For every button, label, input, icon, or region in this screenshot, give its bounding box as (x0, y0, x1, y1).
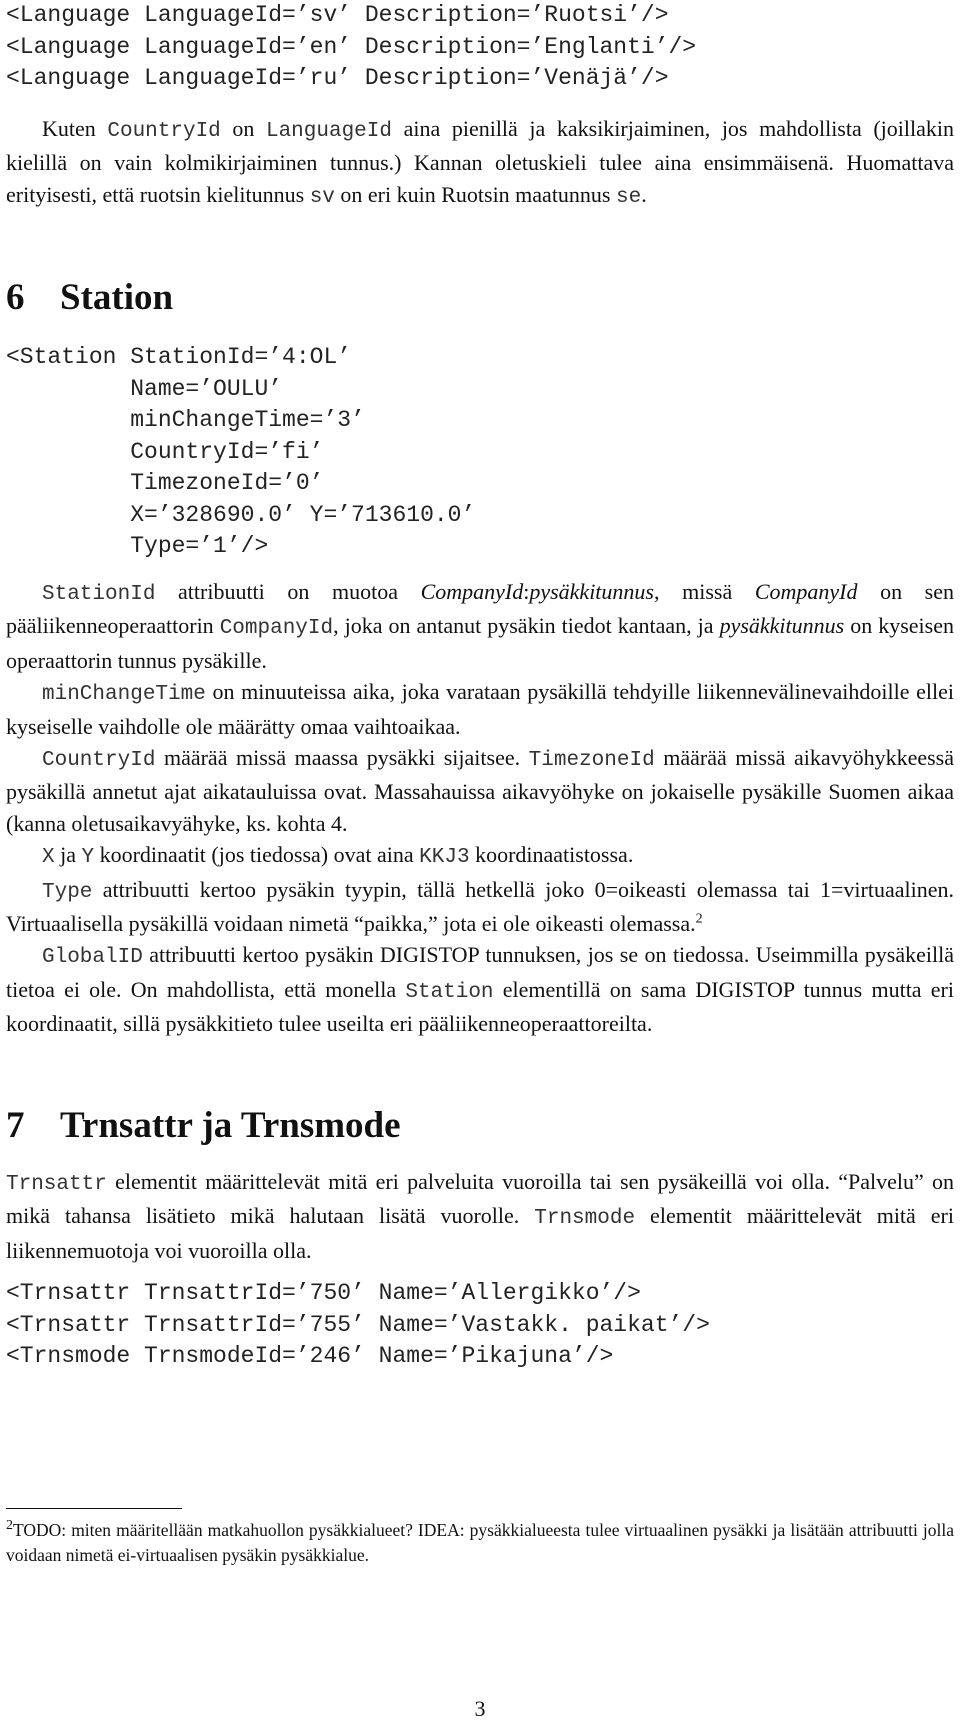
section-number: 6 (6, 277, 25, 318)
text: , joka on antanut pysäkin tiedot kantaan, ja (333, 613, 720, 639)
text: määrää missä aikavyöhykkeessä pysäkillä annetut ajat aikatauluissa ovat. Massahauissa aikavyöhyke on jokaiselle pysäkille Suomen aikaa (kanna oletusaikavyähyke, ks. kohta 4. (6, 745, 954, 836)
code-line: <Station StationId=’4:OL’ (6, 344, 352, 370)
code-term: Y (81, 846, 95, 870)
text: : (523, 579, 530, 604)
code-term: CountryId (107, 120, 221, 143)
code-line: Type=’1’/> (6, 533, 269, 559)
text: elementit määrittelevät mitä eri liikennemuotoja voi vuoroilla olla. (6, 1203, 954, 1263)
trns-code-block (6, 1278, 710, 1373)
footnote-text: TODO: miten määritellään matkahuollon pysäkkialueet? IDEA: pysäkkialueesta tulee virtuaalinen pysäkki ja lisätään attribuutti jolla voidaan nimetä ei-virtuaalisen pysäkin pysäkkialue. (6, 1520, 954, 1565)
code-term: Station (405, 980, 494, 1004)
station-code-block (6, 342, 475, 563)
text: elementillä on sama DIGISTOP tunnus mutta eri koordinaatit, sillä pysäkkitieto tulee useilta eri pääliikenneoperaattoreilta. (6, 976, 954, 1037)
text: attribuutti kertoo pysäkin tyypin, tällä hetkellä joko 0=oikeasti olemassa tai 1=virtuaalinen. Virtuaalisella pysäkillä voidaan nimetä “paikka,” jota ei ole oikeasti olemassa. (6, 876, 954, 937)
italic-term: CompanyId (420, 579, 524, 604)
text: on minuuteissa aika, joka varataan pysäkillä tehdyille liikennevälinevaihdoille ellei kyseiselle vaihdolle ole määrätty omaa vaihtoaikaa. (6, 679, 954, 739)
text: määrää missä maassa pysäkki sijaitsee. (155, 745, 529, 771)
code-line: <Language LanguageId=’ru’ Description=’Venäjä’/> (6, 65, 669, 91)
code-line: <Trnsmode TrnsmodeId=’246’ Name=’Pikajuna’/> (6, 1343, 614, 1369)
code-term: StationId (42, 583, 156, 606)
minchangetime-paragraph (6, 676, 954, 742)
code-line: <Trnsattr TrnsattrId=’750’ Name=’Allergikko’/> (6, 1280, 641, 1306)
code-term: LanguageId (265, 120, 392, 143)
code-line: minChangeTime=’3’ (6, 407, 365, 433)
section-title: Trnsattr ja Trnsmode (60, 1105, 401, 1146)
station-description (6, 576, 954, 1040)
italic-term: pysäkkitunnus (719, 613, 845, 639)
code-line: <Language LanguageId=’en’ Description=’Englanti’/> (6, 33, 697, 60)
code-term: X (42, 846, 55, 870)
code-line: X=’328690.0’ Y=’713610.0’ (6, 501, 476, 528)
footnote-rule (6, 1508, 182, 1509)
code-term: CompanyId (219, 617, 334, 641)
code-line: <Language LanguageId=’sv’ Description=’Ruotsi’/> (6, 2, 669, 28)
text: koordinaatit (jos tiedossa) ovat aina (94, 842, 420, 868)
text: , missä (654, 579, 755, 604)
text: on eri kuin Ruotsin maatunnus (334, 181, 616, 207)
code-term: se (616, 185, 642, 209)
text: elementit määrittelevät mitä eri palveluita vuoroilla tai sen pysäkeillä voi olla. “Palvelu” on mikä tahansa lisätieto mikä halutaan lisätä vuorolle. (6, 1169, 954, 1229)
coordinates-paragraph (6, 839, 954, 873)
text: . (641, 181, 647, 207)
code-term: sv (309, 185, 335, 209)
code-line: <Trnsattr TrnsattrId=’755’ Name=’Vastakk. paikat’/> (6, 1311, 710, 1338)
code-term: KKJ3 (419, 846, 470, 870)
text: on (220, 116, 266, 141)
footnote-marker: 2 (695, 911, 703, 927)
text: on kyseisen operaattorin tunnus pysäkille. (6, 613, 954, 673)
stationid-paragraph (6, 576, 954, 676)
code-term: CountryId (42, 749, 156, 773)
section-number: 7 (6, 1105, 25, 1146)
code-term: GlobalID (42, 946, 143, 970)
code-term: Trnsmode (534, 1207, 636, 1231)
code-term: TimezoneId (528, 749, 655, 773)
text: Kuten (42, 116, 108, 141)
text: on sen pääliikenneoperaattorin (6, 579, 954, 639)
code-term: Type (42, 880, 93, 904)
footnote-number: 2 (6, 1518, 13, 1534)
countryid-paragraph (6, 742, 954, 839)
code-term: minChangeTime (42, 683, 206, 707)
text: attribuutti on muotoa (155, 579, 421, 604)
code-line: CountryId=’fi’ (6, 438, 324, 465)
code-line: TimezoneId=’0’ (6, 470, 324, 496)
language-paragraph (6, 113, 954, 213)
text: ja (54, 842, 82, 868)
globalid-paragraph (6, 939, 954, 1039)
section-heading-7 (6, 1104, 401, 1148)
text: aina pienillä ja kaksikirjaiminen, jos mahdollista (joillakin kielillä on vain kolmikirjaiminen tunnus.) Kannan oletuskieli tulee aina ensimmäisenä. Huomattava erityisesti, että ruotsin kielitunnus (6, 116, 954, 207)
section-heading-6 (6, 276, 173, 320)
section-title: Station (60, 277, 174, 318)
type-paragraph (6, 874, 954, 940)
page-number: 3 (474, 1696, 486, 1721)
text: koordinaatistossa. (469, 842, 634, 868)
language-code-block (6, 0, 696, 95)
trnsattr-paragraph (6, 1166, 954, 1266)
code-line: Name=’OULU’ (6, 375, 283, 402)
italic-term: CompanyId (754, 579, 858, 604)
italic-term: pysäkkitunnus (529, 579, 654, 604)
text: attribuutti kertoo pysäkin DIGISTOP tunnuksen, jos se on tiedossa. Useimmilla pysäkeillä tietoa ei ole. On mahdollista, että monella (6, 942, 954, 1002)
code-term: Trnsattr (6, 1173, 107, 1196)
footnote (6, 1518, 954, 1568)
